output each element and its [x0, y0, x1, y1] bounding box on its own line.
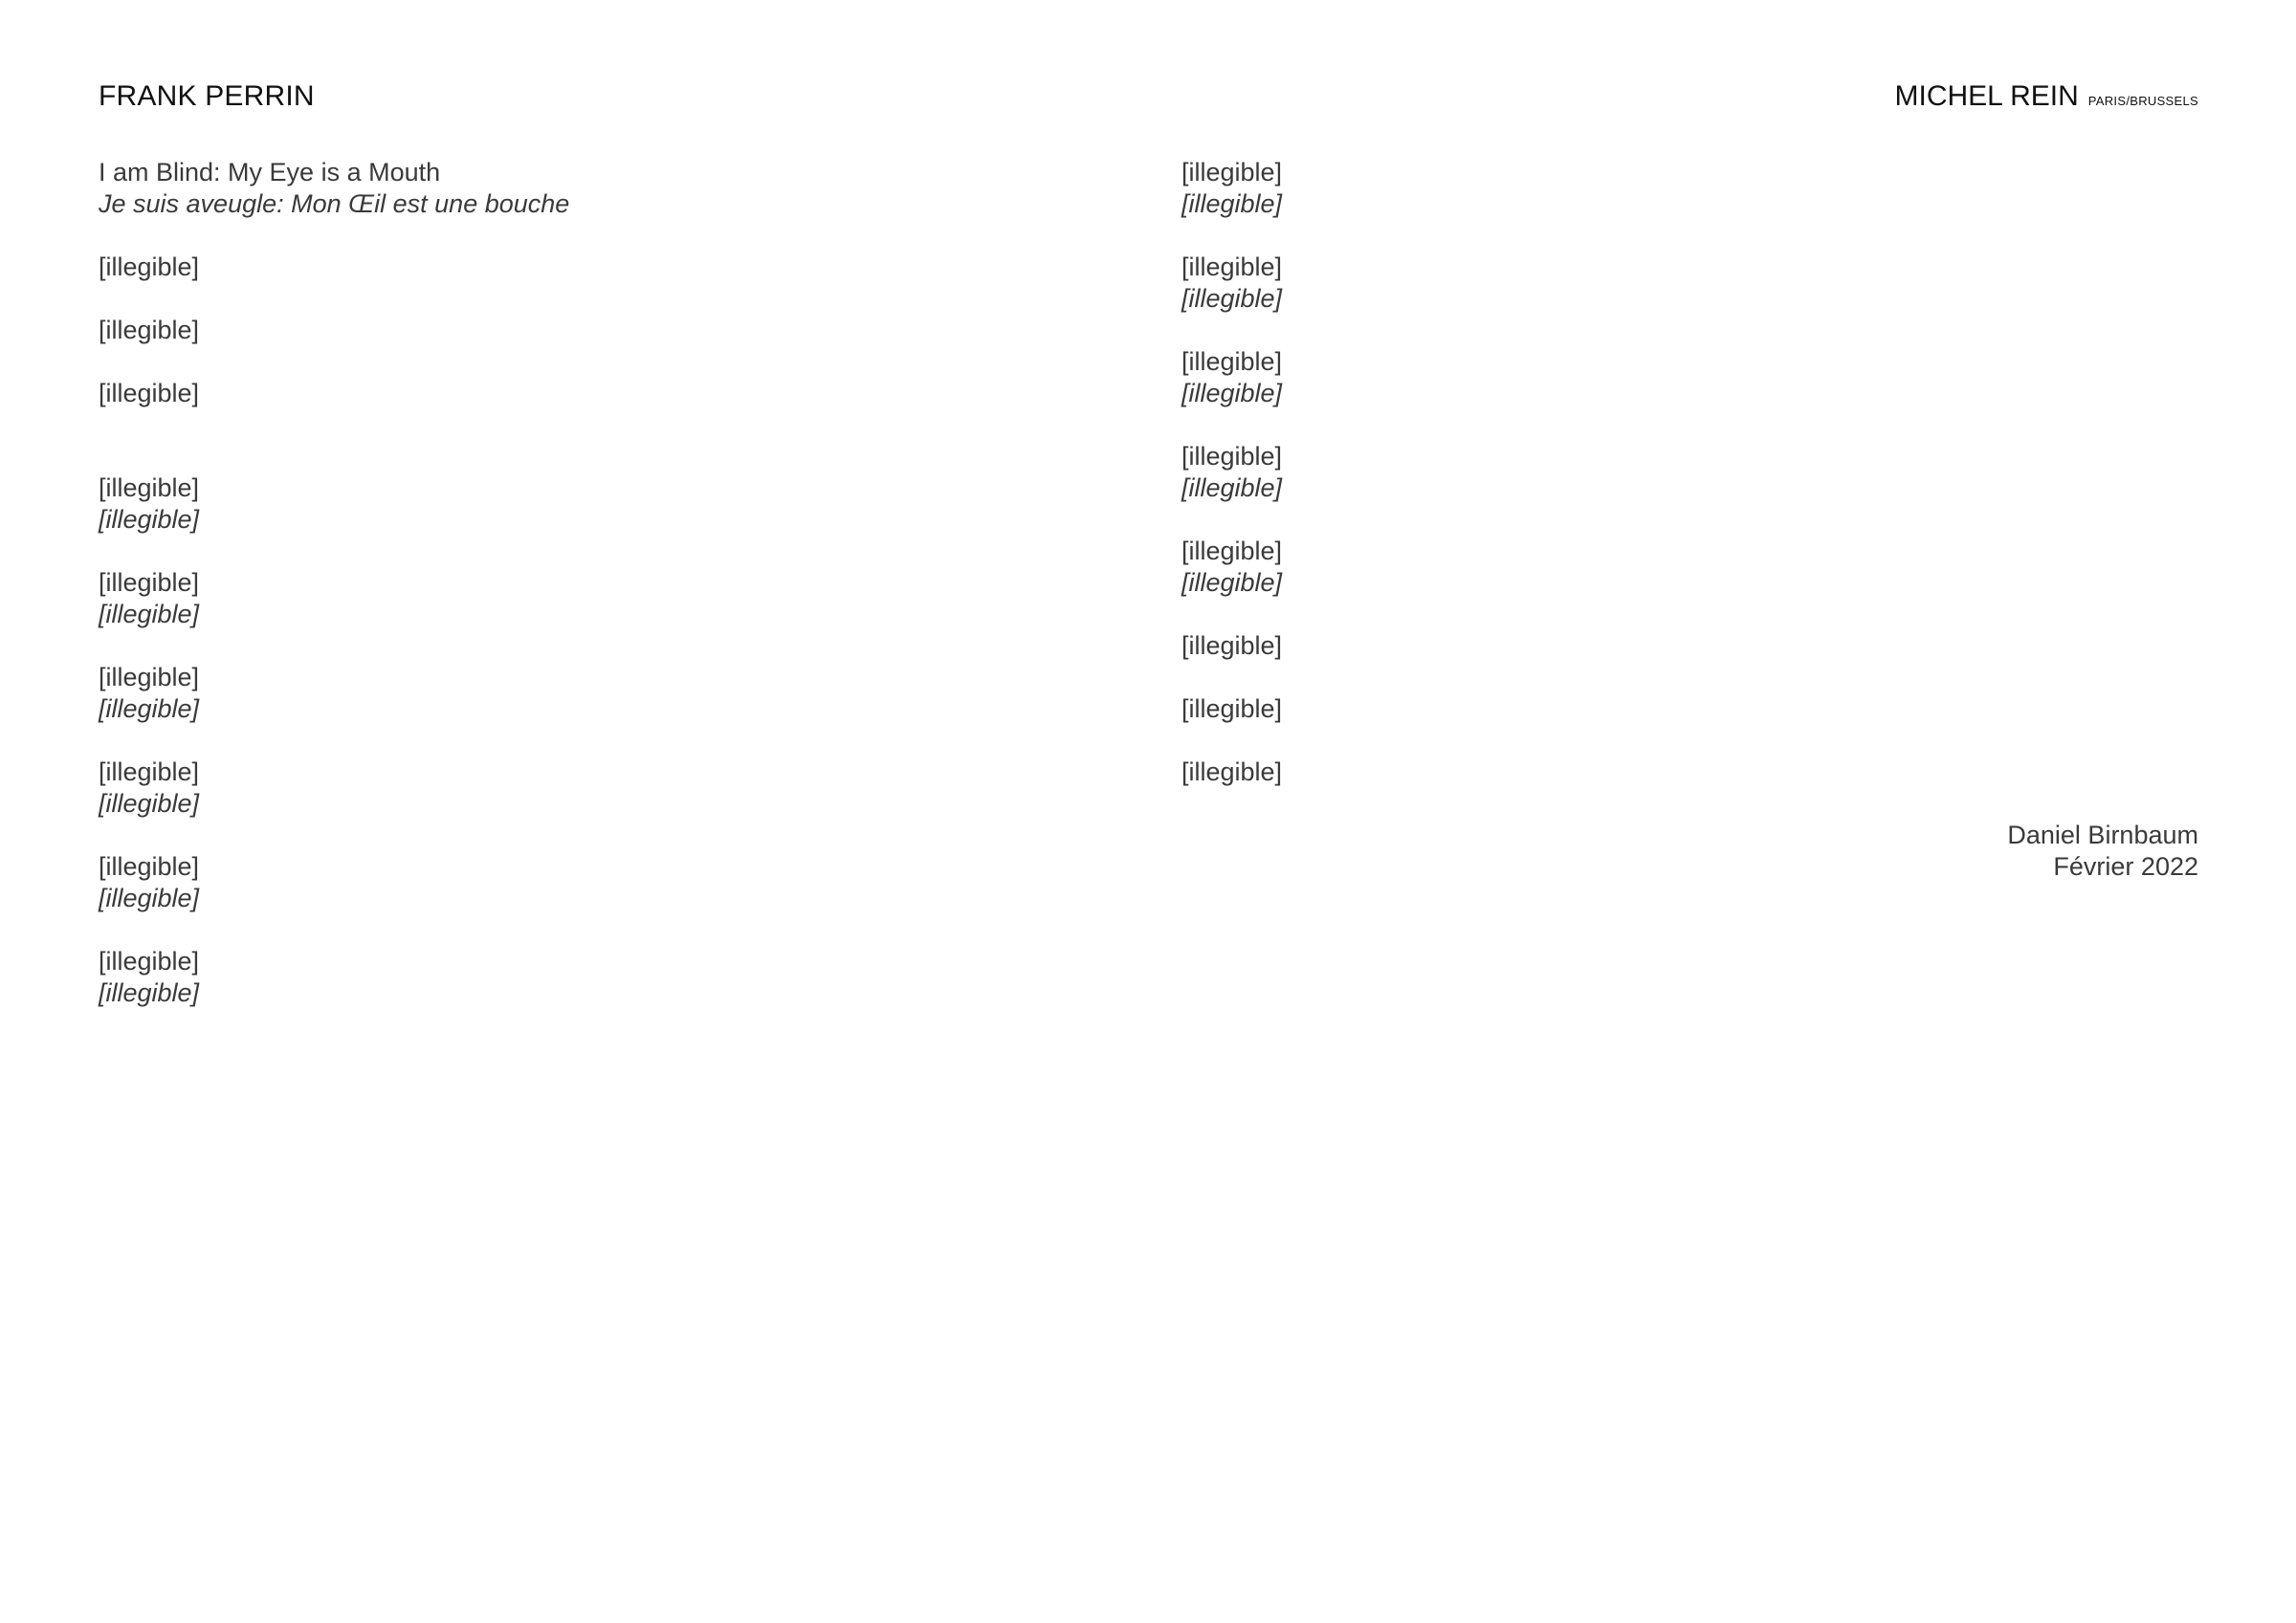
poem-line-fr: [illegible]	[99, 694, 200, 723]
poem-stanza	[99, 472, 1127, 536]
poem-stanza	[1181, 157, 2198, 220]
poem-stanza	[99, 662, 1127, 725]
poem-line-fr: [illegible]	[99, 789, 200, 818]
poem-line-fr: [illegible]	[1181, 473, 1283, 502]
essay-title: I am Blind: My Eye is a Mouth	[99, 158, 441, 186]
poem-line-fr: [illegible]	[1181, 379, 1283, 407]
poem-line-en: [illegible]	[1181, 347, 1283, 376]
left-column	[99, 157, 1127, 1041]
poem-line-en: [illegible]	[99, 473, 200, 502]
poem-stanza	[99, 851, 1127, 914]
poem-stanza	[1181, 346, 2198, 409]
poem-stanza	[1181, 252, 2198, 315]
essay-paragraph: [illegible]	[99, 379, 200, 407]
poem-line-fr: [illegible]	[99, 978, 200, 1007]
signature-date: Février 2022	[2053, 852, 2198, 881]
poem-line-fr: [illegible]	[1181, 189, 1283, 218]
poem-stanza	[99, 567, 1127, 630]
poem-stanza	[1181, 441, 2198, 504]
gallery-locations: PARIS/BRUSSELS	[2087, 94, 2198, 108]
poem-line-en: [illegible]	[1181, 158, 1283, 186]
poem-line-en: [illegible]	[99, 568, 200, 597]
essay-subtitle: Je suis aveugle: Mon Œil est une bouche	[99, 189, 570, 218]
poem-line-fr: [illegible]	[1181, 284, 1283, 313]
gallery-name: MICHEL REIN	[1894, 80, 2079, 112]
poem-line-fr: [illegible]	[99, 884, 200, 912]
essay-paragraph: [illegible]	[1181, 694, 1283, 723]
header-gallery	[1895, 80, 2198, 113]
poem-line-en: [illegible]	[99, 947, 200, 976]
poem-line-en: [illegible]	[99, 663, 200, 691]
essay-paragraph: [illegible]	[99, 316, 200, 344]
poem-stanza	[99, 946, 1127, 1009]
signature-name: Daniel Birnbaum	[2007, 821, 2198, 849]
poem-line-en: [illegible]	[99, 757, 200, 786]
poem-line-fr: [illegible]	[99, 505, 200, 534]
poem-line-en: [illegible]	[1181, 442, 1283, 471]
essay-paragraph: [illegible]	[1181, 631, 1283, 660]
poem-line-en: [illegible]	[1181, 252, 1283, 281]
poem-line-en: [illegible]	[1181, 537, 1283, 565]
poem-stanza	[99, 757, 1127, 820]
essay-paragraph: [illegible]	[1181, 757, 1283, 786]
poem-line-fr: [illegible]	[1181, 568, 1283, 597]
right-column	[1181, 157, 2198, 883]
poem-line-en: [illegible]	[99, 852, 200, 881]
header-artist-name: FRANK PERRIN	[99, 80, 315, 112]
poem-line-fr: [illegible]	[99, 600, 200, 628]
poem-stanza	[1181, 536, 2198, 599]
essay-paragraph: [illegible]	[99, 252, 200, 281]
